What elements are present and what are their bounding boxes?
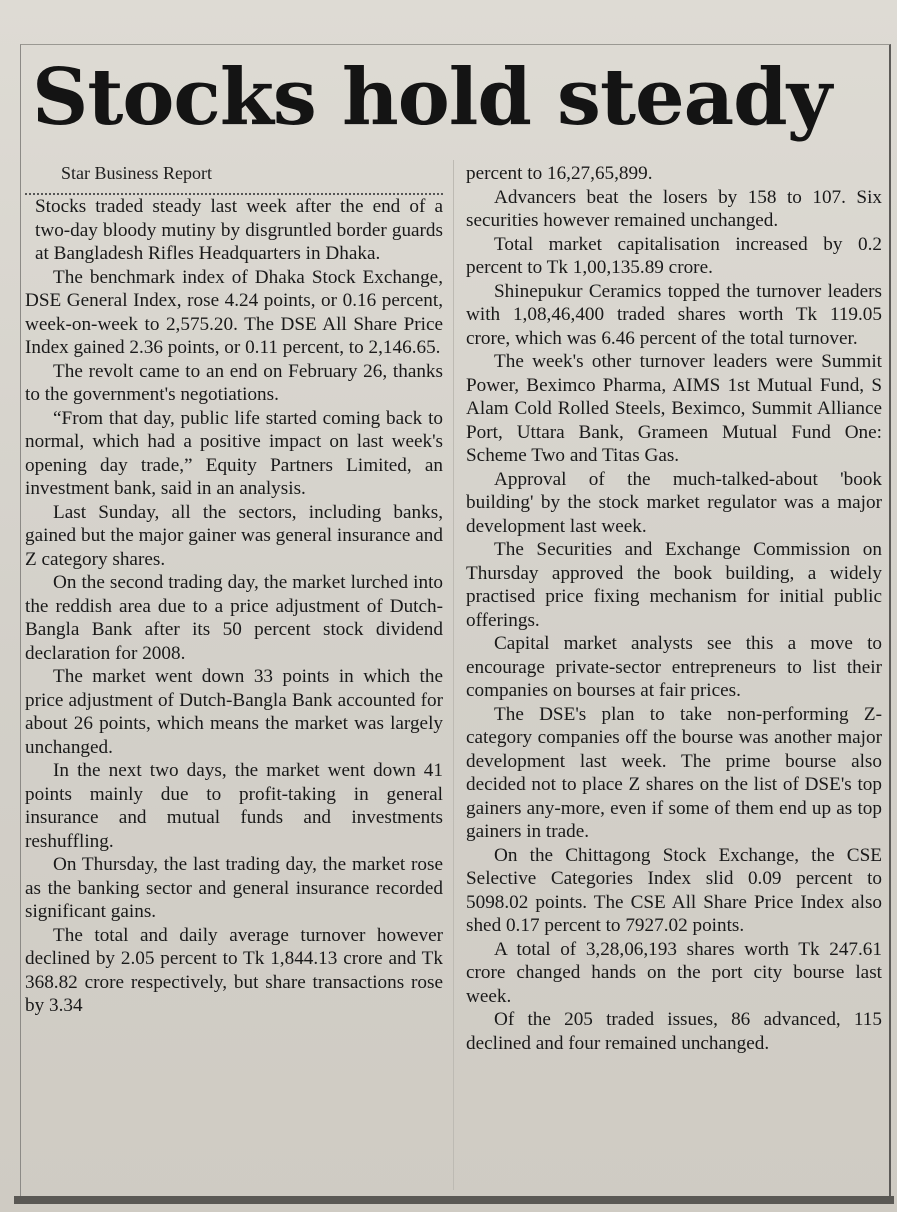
paragraph: Capital market analysts see this a move to encourage private-sector entrepreneurs to list their companies on bourses at fair prices.	[466, 633, 882, 701]
paragraph: The benchmark index of Dhaka Stock Exchange, DSE General Index, rose 4.24 points, or 0.16 percent, week-on-week to 2,575.20. The DSE All Share Price Index gained 2.36 points, or 0.11 percent, to 2,146.65.	[25, 266, 443, 358]
paragraph: Approval of the much-talked-about 'book building' by the stock market regulator was a major development last week.	[466, 468, 882, 537]
paragraph: Shinepukur Ceramics topped the turnover leaders with 1,08,46,400 traded shares worth Tk 119.05 crore, which was 6.46 percent of the total turnover.	[466, 280, 882, 349]
paragraph: On the second trading day, the market lurched into the reddish area due to a price adjustment of Dutch-Bangla Bank after its 50 percent stock dividend declaration for 2008.	[25, 572, 443, 664]
bottom-rule	[14, 1196, 894, 1204]
paragraph: On Thursday, the last trading day, the market rose as the banking sector and general insurance recorded significant gains.	[25, 854, 443, 922]
paragraph-continued: percent to 16,27,65,899.	[466, 163, 653, 184]
paragraph: A total of 3,28,06,193 shares worth Tk 247.61 crore changed hands on the port city bourse last week.	[466, 938, 882, 1007]
paragraph: The week's other turnover leaders were Summit Power, Beximco Pharma, AIMS 1st Mutual Fund, S Alam Cold Rolled Steels, Beximco, Summit Alliance Port, Uttara Bank, Grameen Mutual Fund One: Scheme Two and Titas Gas.	[466, 351, 882, 466]
paragraph: The market went down 33 points in which the price adjustment of Dutch-Bangla Bank accounted for about 26 points, which means the market was largely unchanged.	[25, 666, 443, 758]
paragraph: Advancers beat the losers by 158 to 107. Six securities however remained unchanged.	[466, 186, 882, 231]
paragraph: “From that day, public life started coming back to normal, which had a positive impact on last week's opening day trade,” Equity Partners Limited, an investment bank, said in an analysis.	[25, 407, 443, 499]
paragraph: In the next two days, the market went down 41 points mainly due to profit-taking in general insurance and mutual funds and investments reshuffling.	[25, 760, 443, 852]
paragraph: Stocks traded steady last week after the end of a two-day bloody mutiny by disgruntled border guards at Bangladesh Rifles Headquarters in Dhaka.	[35, 196, 443, 264]
headline: Stocks hold steady	[32, 52, 832, 143]
paragraph: Of the 205 traded issues, 86 advanced, 115 declined and four remained unchanged.	[466, 1009, 882, 1054]
byline: Star Business Report	[25, 162, 443, 195]
paragraph: The DSE's plan to take non-performing Z-category companies off the bourse was another major development last week. The prime bourse also decided not to place Z shares on the list of DSE's top gainers any-more, even if some of them end up as top gainers in trade.	[466, 703, 882, 842]
left-column	[25, 162, 443, 1018]
paragraph: Total market capitalisation increased by 0.2 percent to Tk 1,00,135.89 crore.	[466, 233, 882, 278]
paragraph: On the Chittagong Stock Exchange, the CSE Selective Categories Index slid 0.09 percent to 5098.02 points. The CSE All Share Price Index also shed 0.17 percent to 7927.02 points.	[466, 844, 882, 936]
paragraph: The total and daily average turnover however declined by 2.05 percent to Tk 1,844.13 crore and Tk 368.82 crore respectively, but share transactions rose by 3.34	[25, 924, 443, 1016]
right-column	[466, 162, 882, 1055]
paragraph: The Securities and Exchange Commission on Thursday approved the book building, a widely practised price fixing mechanism for initial public offerings.	[466, 539, 882, 631]
paragraph: The revolt came to an end on February 26, thanks to the government's negotiations.	[25, 360, 443, 405]
column-divider	[453, 160, 454, 1190]
paragraph: Last Sunday, all the sectors, including banks, gained but the major gainer was general insurance and Z category shares.	[25, 501, 443, 570]
